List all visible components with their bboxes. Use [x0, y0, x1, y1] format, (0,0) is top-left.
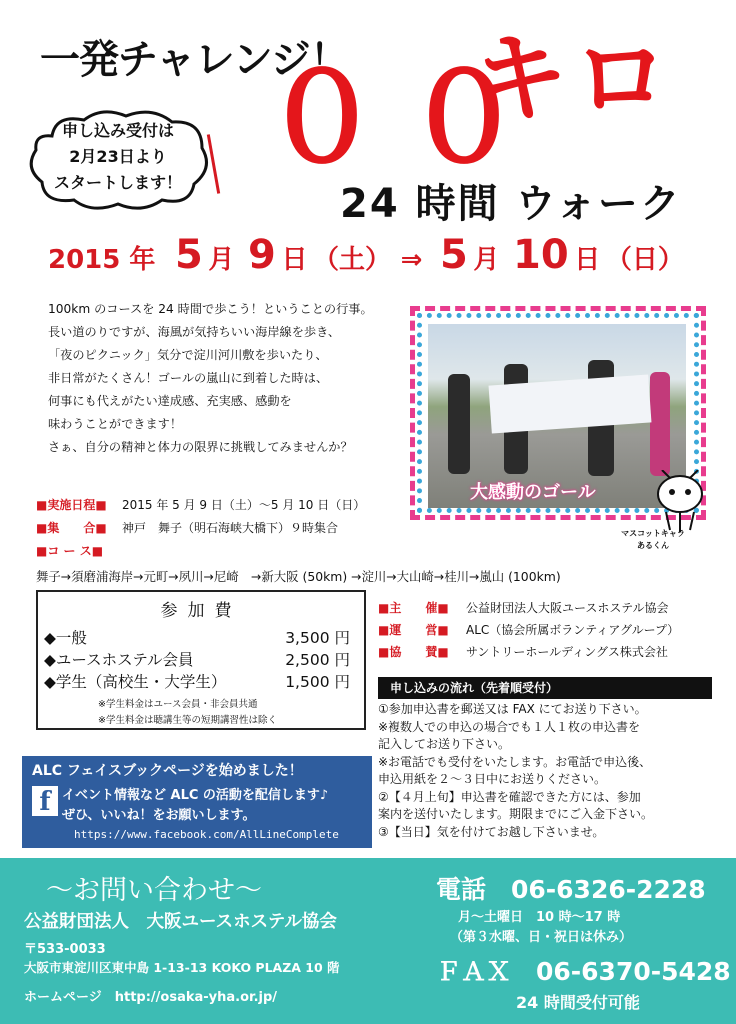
- fee-row: [44, 626, 364, 648]
- fee-amount: 1,500 円: [285, 673, 350, 691]
- date-day-2: 10: [513, 232, 569, 278]
- fee-label: ◆ユースホステル会員: [44, 651, 194, 669]
- facebook-url[interactable]: https://www.facebook.com/AllLineComplete: [74, 828, 339, 841]
- flow-line: ※複数人での申込の場合でも１人１枚の申込書を: [378, 719, 641, 734]
- contact-fax-note: 24 時間受付可能: [516, 993, 640, 1012]
- operator-label: ■運 営■: [378, 623, 449, 637]
- distance-placeholder: ００: [262, 50, 546, 189]
- contact-homepage[interactable]: ホームページ http://osaka-yha.or.jp/: [24, 990, 278, 1005]
- facebook-title: ALC フェイスブックページを始めました！: [32, 763, 303, 779]
- fee-note: ※学生料金はユース会員・非会員共通: [98, 699, 258, 710]
- facebook-box: [22, 756, 372, 848]
- fee-amount: 2,500 円: [285, 651, 350, 669]
- intro-line: 非日常がたくさん！ゴールの嵐山に到着した時は、: [48, 371, 329, 385]
- course-label: ■コ ー ス■: [36, 544, 104, 558]
- event-details: [36, 494, 365, 563]
- host-value: 公益財団法人大阪ユースホステル協会: [466, 601, 669, 615]
- contact-org: 公益財団法人 大阪ユースホステル協会: [24, 912, 337, 932]
- sponsor-value: サントリーホールディングス株式会社: [466, 645, 668, 659]
- date-month-unit-1: 月: [208, 245, 235, 275]
- fee-row: [44, 670, 364, 692]
- flow-heading: 申し込みの流れ（先着順受付）: [378, 677, 712, 699]
- date-day-unit-2: 日: [574, 245, 601, 275]
- schedule-value: 2015 年 5 月 9 日（土）～5 月 10 日（日）: [122, 498, 366, 512]
- intro-line: 100km のコースを 24 時間で歩こう！ということの行事。: [48, 302, 373, 316]
- facebook-line-2: ぜひ、いいね！をお願いします。: [62, 808, 256, 823]
- fee-note: ※学生料金は聴講生等の短期講習性は除く: [98, 715, 277, 726]
- flow-line: 案内を送付いたします。期限までにご入金下さい。: [378, 807, 654, 821]
- intro-line: 「夜のピクニック」気分で淀川河川敷を歩いたり、: [48, 348, 328, 362]
- flow-line: ②【４月上旬】申込書を確認できた方には、参加: [378, 789, 641, 804]
- contact-zip: 〒533-0033: [24, 942, 106, 957]
- walker-figure: [650, 372, 670, 476]
- meet-label: ■集 合■: [36, 521, 107, 535]
- intro-line: さぁ、自分の精神と体力の限界に挑戦してみませんか？: [48, 440, 353, 454]
- organizers: [378, 597, 679, 663]
- mascot-name: [598, 528, 708, 552]
- contact-closed-days: （第３水曜、日・祝日は休み）: [450, 930, 633, 945]
- intro-line: 何事にも代えがたい達成感、充実感、感動を: [48, 394, 292, 408]
- flow-line: ①参加申込書を郵送又は FAX にてお送り下さい。: [378, 702, 647, 716]
- event-date: [48, 232, 688, 276]
- flow-line: ③【当日】気を付けてお越し下さいませ。: [378, 824, 605, 839]
- registration-line-2: 2月23日より: [69, 147, 167, 166]
- date-month-1: 5: [175, 232, 203, 278]
- contact-section: [0, 858, 736, 1024]
- flow-line: 申込用紙を２～３日中にお送りください。: [378, 772, 607, 786]
- sponsor-label: ■協 賛■: [378, 645, 449, 659]
- facebook-logo-icon: f: [32, 786, 58, 816]
- contact-heading: ～お問い合わせ～: [46, 875, 262, 906]
- date-weekday-2: （日）: [605, 245, 684, 275]
- fee-row: [44, 648, 364, 670]
- flow-line: ※お電話でも受付をいたします。お電話で申込後、: [378, 754, 652, 769]
- meet-value: 神戸 舞子（明石海峡大橋下）９時集合: [122, 521, 339, 535]
- fee-title: 参加費: [160, 601, 242, 621]
- registration-line-1: 申し込み受付は: [61, 121, 174, 140]
- walker-figure: [448, 374, 470, 474]
- event-name: 24 時間 ウォーク: [340, 181, 682, 227]
- contact-tel: 電話 06-6326-2228: [436, 875, 706, 904]
- mascot-line-2: あるくん: [637, 541, 669, 550]
- fee-box: [36, 590, 366, 730]
- contact-hours: 月～土曜日 10 時～17 時: [458, 910, 621, 925]
- registration-notice: [30, 118, 206, 196]
- fee-label: ◆学生（高校生・大学生）: [44, 673, 227, 691]
- fee-label: ◆一般: [44, 629, 87, 647]
- photo-caption: 大感動のゴール: [470, 482, 596, 503]
- host-label: ■主 催■: [378, 601, 449, 615]
- date-day-unit-1: 日: [281, 245, 308, 275]
- fee-amount: 3,500 円: [285, 629, 350, 647]
- mascot-line-1: マスコットキャラ: [621, 529, 685, 538]
- flow-line: 記入してお送り下さい。: [378, 737, 511, 751]
- contact-address: 大阪市東淀川区東中島 1-13-13 KOKO PLAZA 10 階: [24, 960, 340, 975]
- operator-value: ALC（協会所属ボランティアグループ）: [466, 623, 680, 637]
- date-arrow: ⇒: [400, 245, 423, 275]
- intro-line: 長い道のりですが、海風が気持ちいい海岸線を歩き、: [48, 325, 341, 339]
- flow-steps: [378, 701, 718, 841]
- facebook-line-1: イベント情報など ALC の活動を配信します♪: [62, 788, 329, 803]
- date-month-unit-2: 月: [473, 245, 500, 275]
- date-year: 2015 年: [48, 245, 156, 275]
- intro-text: [48, 298, 418, 459]
- date-weekday-1: （土）: [313, 245, 392, 275]
- kilometer-label: キロ: [470, 22, 675, 136]
- challenge-title: 一発チャレンジ！: [40, 37, 349, 83]
- schedule-label: ■実施日程■: [36, 498, 107, 512]
- date-month-2: 5: [440, 232, 468, 278]
- contact-fax: ＦＡＸ 06-6370-5428: [436, 957, 731, 986]
- intro-line: 味わうことができます！: [48, 417, 183, 431]
- course-route: 舞子→須磨浦海岸→元町→夙川→尼崎 →新大阪 (50km) →淀川→大山崎→桂川→嵐山 (100km): [36, 569, 561, 584]
- registration-line-3: スタートします！: [53, 173, 182, 192]
- date-day-1: 9: [248, 232, 276, 278]
